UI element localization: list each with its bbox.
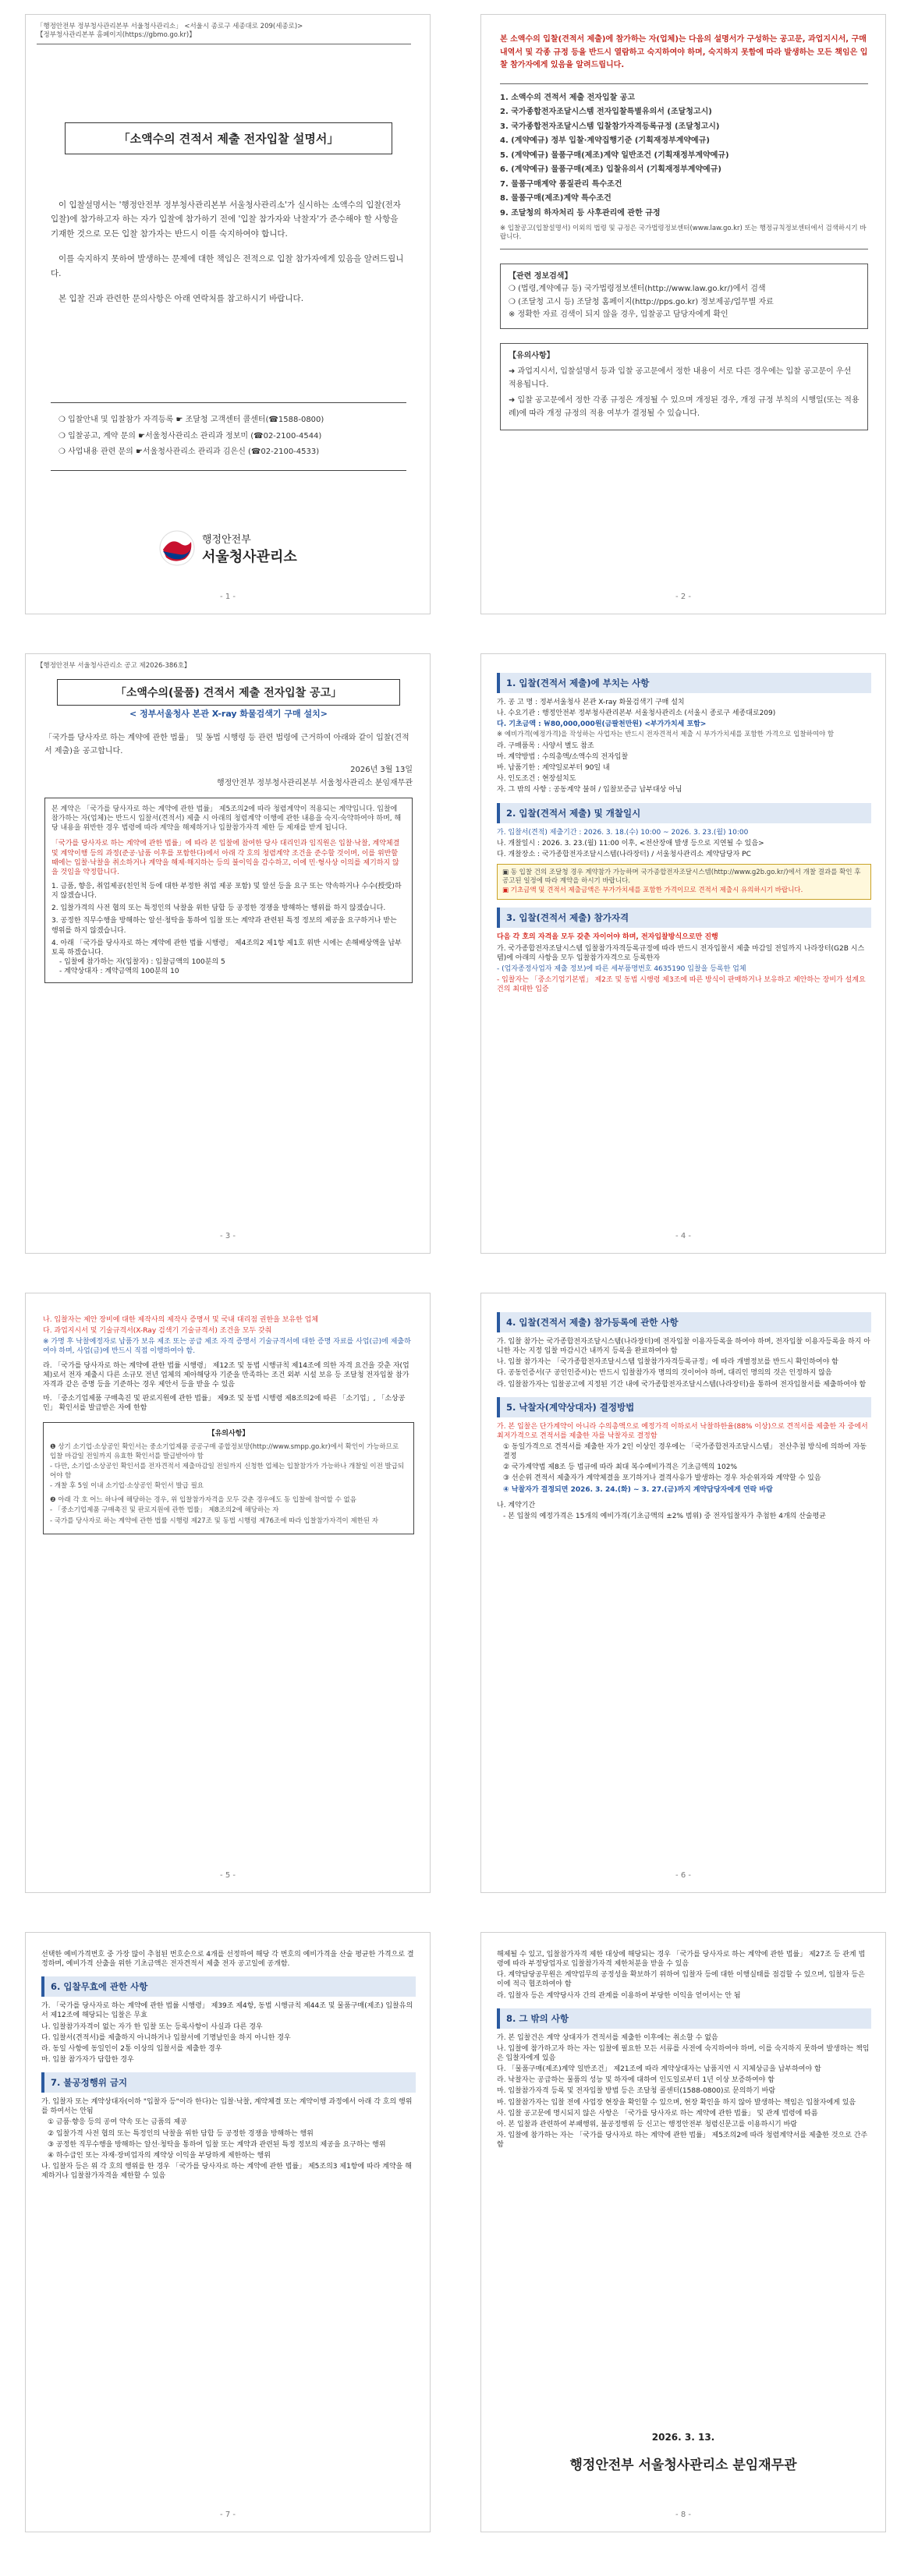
- section-heading: 5. 낙찰자(계약상대자) 결정방법: [497, 1397, 871, 1417]
- unfair-item: ② 입찰가격 사전 협의 또는 특정인의 낙찰을 위한 담합 등 공정한 경쟁을 방해하는 행위: [48, 2129, 314, 2138]
- penalty-bidder: - 입찰에 참가하는 자(입찰자) : 입찰금액의 100분의 5: [59, 957, 225, 966]
- caution-item: ➜ 입찰 공고문에서 정한 각종 규정은 개정될 수 있으며 개정된 경우, 개정 규정 부칙의 시행일(또는 적용례)에 따라 개정 규정의 적용 여부가 결정될 수 있습니다.: [509, 396, 860, 418]
- header-homepage: 【정부청사관리본부 홈페이지(https://gbmo.go.kr)】: [37, 31, 196, 40]
- notice-number: 【행정안전부 서울청사관리소 공고 제2026-386호】: [37, 662, 191, 670]
- page-number: - 8 -: [675, 2511, 691, 2519]
- bid-item: 라. 구매품목 : 사양서 별도 참조: [497, 741, 594, 750]
- caution-item: ➜ 과업지시서, 입찰설명서 등과 입찰 공고문에서 정한 내용이 서로 다른 경우에는 입찰 공고문이 우선 적용됩니다.: [509, 367, 852, 389]
- bid-item: 나. 수요기관 : 행정안전부 정부청사관리본부 서울청사관리소 (서울시 종로구 세종대로209): [497, 709, 776, 718]
- ministry-logo: [158, 529, 297, 567]
- award-item: ② 국가계약법 제8조 등 법규에 따라 최대 복수예비가격은 기초금액의 102%: [503, 1463, 738, 1472]
- award-item: ① 동일가격으로 견적서를 제출한 자가 2인 이상인 경우에는 「국가종합전자조달시스템」 전산추첨 방식에 의하여 자동 결정: [503, 1442, 867, 1461]
- section-heading: 6. 입찰무효에 관한 사항: [41, 1976, 416, 1997]
- invalid-item: 가. 「국가를 당사자로 하는 계약에 관한 법률 시행령」 제39조 제4항, 동법 시행규칙 제44조 및 물품구매(제조) 입찰유의서 제12조에 해당되는 입찰은 무효: [41, 2002, 413, 2020]
- other-item: 가. 본 입찰건은 계약 상대자가 견적서를 제출한 이후에는 취소할 수 없음: [497, 2033, 718, 2042]
- page5-body: [43, 1314, 414, 1534]
- reference-note: ※ 정확한 자료 검색이 되지 않을 경우, 입찰공고 담당자에게 확인: [509, 310, 728, 320]
- notice-box-title: 【유의사항】: [207, 1430, 250, 1438]
- document-item: 3. 국가종합전자조달시스템 입찰참가자격등록규정 (조달청고시): [500, 122, 720, 131]
- other-item: 다. 「물품구매(제조)계약 일반조건」 제21조에 따라 계약상대자는 납품지연 시 지체상금을 납부하여야 함: [497, 2065, 821, 2074]
- contact-project: ❍ 사업내용 관련 문의 ☛서울청사관리소 관리과 김은신 (☎02-2100-4533): [58, 448, 320, 456]
- page4-body: [497, 665, 871, 996]
- invalid-item: 나. 입찰참가자격이 없는 자가 한 입찰 또는 등록사항이 사실과 다른 경우: [41, 2022, 263, 2031]
- registration-item: 다. 공동인증서(구 공인인증서)는 반드시 입찰참가자 명의의 것이어야 하며, 대리인 명의의 것은 인정하지 않음: [497, 1369, 832, 1378]
- page-2: [480, 14, 886, 614]
- other-item: 아. 본 입찰과 관련하여 부패행위, 불공정행위 등 신고는 행정안전부 청렴신문고를 이용하시기 바람: [497, 2120, 797, 2128]
- unfair-item: ③ 공정한 직무수행을 방해하는 알선·청탁을 통하여 입찰 또는 계약과 관련된 특정 정보의 제공을 요구하는 행위: [48, 2140, 386, 2149]
- caution-box: [500, 343, 868, 431]
- qualification-item: - (업자종정사업자 제출 정보)에 따른 세부품명번호 4635190 입찰을 등록한 업체: [497, 964, 746, 973]
- reference-law[interactable]: ❍ (법령,계약예규 등) 국가법령정보센터(http://www.law.go.kr/)에서 검색: [509, 285, 766, 294]
- notice-date: 2026년 3월 13일: [350, 766, 413, 774]
- integrity-rule: 2. 입찰가격의 사전 협의 또는 특정인의 낙찰을 위한 담합 등 공정한 경쟁을 방해하는 행위를 하지 않겠습니다.: [51, 904, 386, 913]
- other-item: 라. 낙찰자는 공급하는 물품의 성능 및 하자에 대하여 인도일로부터 1년 이상 보증하여야 함: [497, 2076, 775, 2085]
- bid-item: 자. 그 밖의 사항 : 공동계약 불허 / 입찰보증금 납부대상 아님: [497, 786, 682, 794]
- notice-item: - 「중소기업제품 구매촉진 및 판로지원에 관한 법률」 제8조의2에 해당하는 자: [50, 1506, 279, 1515]
- unfair-item: ④ 하수급인 또는 자재·장비업자의 계약상 이익을 부당하게 제한하는 행위: [48, 2151, 271, 2160]
- logo-line-1: 행정안전부: [202, 533, 251, 546]
- page7-body: [41, 1948, 416, 2182]
- qualification-item: - 입찰자는 「중소기업기본법」 제2조 및 동법 시행령 제3조에 따른 방식이 판매하거나 보유하고 제안하는 장비가 설계요건의 최대한 입증: [497, 975, 866, 994]
- page1-header: [37, 23, 411, 44]
- award-item: - 본 입찰의 예정가격은 15개의 예비가격(기초금액의 ±2% 범위) 중 전자입찰자가 추첨한 4개의 산술평균: [503, 1512, 826, 1520]
- intro-text: [51, 198, 406, 306]
- integrity-pledge: 「국가를 당사자로 하는 계약에 관한 법률」에 따라 본 입찰에 참여한 당사 대리인과 임직원은 입찰·낙찰, 계약체결 및 계약이행 등의 과정(준공·납품 이후를 포함한다)에서 아래 각 호의 청렴계약 조건을 준수할 것이며, 이를 위반할 때에는 입찰·낙찰을 취소하거나 계약을 해제·해지하는 등의 불이익을 감수하고, 이에 민·형사상 이의를 제기하지 않을 것임을 약정합니다.: [51, 840, 400, 876]
- government-emblem-icon: [158, 529, 196, 567]
- page6-body: [497, 1304, 871, 1523]
- award-item: ③ 선순위 견적서 제출자가 계약체결을 포기하거나 결격사유가 발생하는 경우 차순위자와 계약할 수 있음: [503, 1474, 821, 1483]
- price-note: ※ 예비가격(예정가격)을 작성하는 사업자는 반드시 전자견적서 제출 시 부가가치세를 포함한 가격으로 입찰하여야 함: [497, 731, 835, 739]
- qualification-head: 다음 각 호의 자격을 모두 갖춘 자이어야 하며, 전자입찰방식으로만 진행: [497, 933, 718, 942]
- notice-intro: 본 소액수의 입찰(견적서 제출)에 참가하는 자(업체)는 다음의 설명서가 구성하는 공고문, 과업지시서, 구매내역서 및 각종 규정 등을 반드시 열람하고 숙지하여야 하며, 숙지하지 못함에 따라 발생하는 모든 책임은 입찰 참가자에게 있음을 알려드립니다.: [500, 35, 868, 69]
- integrity-intro: 본 계약은 「국가를 당사자로 하는 계약에 관한 법률」 제5조의2에 따라 청렴계약이 적용되는 계약입니다. 입찰에 참가하는 자(업체)는 반드시 입찰서(견적서) 제출 시 아래의 청렴계약 이행에 관한 내용을 숙지·숙약하여야 하며, 해당 내용을 위반한 경우 법령에 따라 계약을 해제하거나 입찰참가자격 제한 등 제재를 받게 됩니다.: [51, 805, 402, 833]
- unfair-item: 해제될 수 있고, 입찰참가자격 제한 대상에 해당되는 경우 「국가를 당사자로 하는 계약에 관한 법률」 제27조 등 관계 법령에 따라 부정당업자로 입찰참가자격 제한처분을 받을 수 있음: [497, 1951, 866, 1969]
- page-number: - 1 -: [220, 593, 236, 601]
- notice-issuer: 행정안전부 정부청사관리본부 서울청사관리소 분임재무관: [216, 778, 413, 787]
- notice-box: [43, 1422, 414, 1534]
- bid-item: 바. 납품기한 : 계약일로부터 90일 내: [497, 764, 610, 773]
- registration-item: 가. 입찰 참가는 국가종합전자조달시스템(나라장터)에 전자입찰 이용자등록을 하여야 하며, 전자입찰 이용자등록을 하지 아니한 자는 지정 입찰 마감시간 내까지 등록을 완료하여야 함: [497, 1338, 870, 1356]
- document-item: 2. 국가종합전자조달시스템 전자입찰특별유의서 (조달청고시): [500, 108, 712, 116]
- bid-item: 가. 공 고 명 : 정부서울청사 본관 X-ray 화물검색기 구매 설치: [497, 699, 685, 706]
- opening-place: 다. 개찰장소 : 국가종합전자조달시스템(나라장터) / 서울청사관리소 계약담당자 PC: [497, 850, 751, 858]
- award-item: ④ 낙찰자가 결정되면 2026. 3. 24.(화) ~ 3. 27.(금)까지 계약담당자에게 연락 바람: [503, 1485, 773, 1494]
- award-item: 나. 계약기간: [497, 1501, 536, 1509]
- vat-notice: ▣ 기초금액 및 견적서 제출금액은 부가가치세를 포함한 가격이므로 견적서 제출시 유의하시기 바랍니다.: [502, 886, 803, 894]
- qualification-item: 다. 과업지시서 및 기술규격서(X-Ray 검색기 기술규격서) 조건을 모두 갖춰: [43, 1327, 272, 1336]
- document-item: 7. 물품구매계약 품질관리 특수조건: [500, 179, 622, 189]
- page8-body: [497, 1948, 871, 2151]
- notice-item: ❷ 아래 각 호 어느 하나에 해당하는 경우, 위 입찰참가자격을 모두 갖춘 경우에도 동 입찰에 참여할 수 없음: [50, 1495, 356, 1504]
- integrity-box: [44, 798, 413, 983]
- other-item: 자. 입찰에 참가하는 자는 「국가를 당사자로 하는 계약에 관한 법률」 제5조의2에 따라 청렴계약서를 제출한 것으로 간주함: [497, 2131, 868, 2150]
- integrity-rule: 4. 아래 「국가를 당사자로 하는 계약에 관한 법률 시행령」 제4조의2 제1항 제1호 위반 시에는 손해배상액을 납부토록 하겠습니다.: [51, 939, 402, 957]
- header-org: 「행정안전부 정부청사관리본부 서울청사관리소」 <서울시 종로구 세종대로 209(세종로)>: [37, 23, 303, 30]
- law-note: ※ 입찰공고(입찰설명서) 이외의 법령 및 규정은 국가법령정보센터(www.law.go.kr) 또는 행정규칙정보센터에서 검색하시기 바랍니다.: [500, 225, 867, 242]
- document-item: 1. 소액수의 견적서 제출 전자입찰 공고: [500, 93, 636, 102]
- intro-paragraph: 이 입찰설명서는 '행정안전부 정부청사관리본부 서울청사관리소'가 실시하는 소액수의 입찰(전자입찰)에 참가하고자 하는 자가 입찰에 참가하기 전에 '입찰 참가자와 낙찰자'가 준수해야 할 사항을 기재한 것으로 모든 입찰 참가자는 반드시 이를 숙지하여야 합니다.: [51, 200, 401, 239]
- qualification-item: 마. 「중소기업제품 구매촉진 및 판로지원에 관한 법률」 제9조 및 동법 시행령 제8조의2에 따른 「소기업」, 「소상공인」 확인서를 발급받은 자에 한함: [43, 1394, 406, 1413]
- section-heading: 2. 입찰(견적서 제출) 및 개찰일시: [497, 803, 871, 823]
- qualification-item: 가. 국가종합전자조달시스템 입찰참가자격등록규정에 따라 반드시 전자입찰서 제출 마감일 전일까지 나라장터(G2B 시스템)에 아래의 사항을 모두 입찰참가자격으로 등록한자: [497, 944, 865, 962]
- page3-body: [44, 732, 413, 983]
- notice-item: - 개찰 후 5일 이내 소기업·소상공인 확인서 발급 필요: [50, 1482, 204, 1491]
- other-item: 바. 입찰참가자는 입찰 전에 사업장 현장을 확인할 수 있으며, 현장 확인을 하지 않아 발생하는 책임은 입찰자에게 있음: [497, 2098, 856, 2107]
- page-5: [25, 1293, 431, 1893]
- page-number: - 6 -: [675, 1871, 691, 1880]
- section-heading: 8. 그 밖의 사항: [497, 2008, 871, 2029]
- qualification-item: 라. 「국가를 당사자로 하는 계약에 관한 법률 시행령」 제12조 및 동법 시행규칙 제14조에 의한 자격 요건을 갖춘 자(업체)로서 전자 제출시 다른 소규모 전년 업체의 제아해당자 기준을 만족하는 조건 외부 시설 보유 등 조달청 전자입찰 참가 자격과 같은 증명 등을 기준하는 경우 제안서 등을 받을 수 있음: [43, 1361, 409, 1389]
- page-number: - 4 -: [675, 1232, 691, 1240]
- opening-time: 나. 개찰일시 : 2026. 3. 23.(월) 11:00 이후, <전산장애 발생 등으로 지연될 수 있음>: [497, 839, 764, 847]
- page-number: - 3 -: [220, 1232, 236, 1240]
- bid-item: 사. 인도조건 : 현장설치도: [497, 775, 576, 784]
- invalid-item: 마. 입찰 참가자가 담합한 경우: [41, 2055, 134, 2064]
- section-heading: 3. 입찰(견적서 제출) 참가자격: [497, 908, 871, 928]
- inquiry-paragraph: 본 입찰 건과 관련한 문의사항은 아래 연락처를 참고하시기 바랍니다.: [58, 293, 304, 303]
- reference-pps[interactable]: ❍ (조달청 고시 등) 조달청 홈페이지(http://pps.go.kr) 정보제공/업무별 자료: [509, 297, 774, 306]
- base-price: 다. 기초금액 : ￦80,000,000원(금팔천만원) <부가가치세 포함>: [497, 720, 707, 729]
- section-heading: 1. 입찰(견적서 제출)에 부치는 사항: [497, 673, 871, 693]
- logo-line-2: 서울청사관리소: [202, 548, 297, 565]
- other-item: 나. 입찰에 참가하고자 하는 자는 입찰에 필요한 모든 서류를 사전에 숙지하여야 하며, 이를 숙지하지 못하여 발생하는 책임은 입찰자에게 있음: [497, 2044, 870, 2062]
- opening-notice-box: [497, 864, 871, 900]
- contact-bid-guide: ❍ 입찰안내 및 입찰참가 자격등록 ☛ 조달청 고객센터 콜센터(☎1588-0800): [58, 416, 324, 424]
- page-1: [25, 14, 431, 614]
- notice-title: 「소액수의(물품) 견적서 제출 전자입찰 공고」: [57, 679, 400, 706]
- caution-title: 【유의사항】: [509, 351, 555, 360]
- page2-body: [500, 34, 868, 430]
- page-number: - 5 -: [220, 1871, 236, 1880]
- page-title: 「소액수의 견적서 제출 전자입찰 설명서」: [65, 122, 392, 154]
- unfair-item: 다. 계약담당공무원은 계약업무의 공정성을 확보하기 위하여 입찰자 등에 대한 이행실태를 점검할 수 있으며, 입찰자 등은 이에 적극 협조하여야 함: [497, 1971, 865, 1989]
- document-item: 9. 조달청의 하자처리 등 사후관리에 관한 규정: [500, 208, 661, 218]
- page-6: [480, 1293, 886, 1893]
- document-item: 6. (계약예규) 물품구매(제조) 입찰유의서 (기획재정부계약예규): [500, 165, 721, 174]
- registration-item: 나. 입찰 참가자는 「국가종합전자조달시스템 입찰참가자격등록규정」에 따라 개별정보를 반드시 확인하여야 함: [497, 1358, 838, 1367]
- bid-item: 마. 계약방법 : 수의총액/소액수의 전자입찰: [497, 753, 629, 762]
- reference-box: [500, 264, 868, 329]
- notice-subtitle: < 정부서울청사 본관 X-ray 화물검색기 구매 설치>: [129, 709, 328, 719]
- penalty-contractor: - 계약상대자 : 계약금액의 100분의 10: [59, 968, 179, 976]
- notice-item: - 국가를 당사자로 하는 계약에 관한 법률 시행령 제27조 및 동법 시행령 제76조에 따라 입찰참가자격이 제한된 자: [50, 1516, 379, 1525]
- section-heading: 4. 입찰(견적서 제출) 참가등록에 관한 사항: [497, 1312, 871, 1332]
- section-heading: 7. 불공정행위 금지: [41, 2072, 416, 2093]
- unfair-item: 라. 입찰자 등은 계약당사자 간의 관계를 이용하여 부당한 이익을 얻어서는 안 됨: [497, 1991, 741, 2000]
- integrity-rule: 3. 공정한 직무수행을 방해하는 알선·청탁을 통하여 입찰 또는 계약과 관련된 특정 정보의 제공을 요구하거나 받는 행위를 하지 않겠습니다.: [51, 917, 397, 935]
- closing-date: 2026. 3. 13.: [651, 2432, 715, 2443]
- page-number: - 7 -: [220, 2511, 236, 2519]
- closing-issuer: 행정안전부 서울청사관리소 분임재무관: [569, 2457, 797, 2473]
- document-item: 4. (계약예규) 정부 입찰·계약집행기준 (기획재정부계약예규): [500, 136, 710, 145]
- unfair-item: 가. 입찰자 또는 계약상대자(이하 "입찰자 등"이라 한다)는 입찰·낙찰, 계약체결 또는 계약이행 과정에서 아래 각 호의 행위를 하여서는 안됨: [41, 2098, 413, 2116]
- unfair-item: ① 금품·향응 등의 공여 약속 또는 금품의 제공: [48, 2118, 187, 2127]
- other-item: 마. 입찰참가자격 등록 및 전자입찰 방법 등은 조달청 콜센터(1588-0800)로 문의하기 바람: [497, 2087, 776, 2096]
- qualification-item: 나. 입찰자는 제안 장비에 대한 제작사의 제작사 증명서 및 국내 대리점 권한을 보유한 업체: [43, 1316, 319, 1324]
- page-number: - 2 -: [675, 593, 691, 601]
- qualification-note: ※ 가명 후 낙찰예정자로 납품가 보유 제조 또는 공급 제조 자격 증명서 기술규격서에 대한 증명 자료를 사업(금)에 제출하여야 하며, 사업(금)에 반드시 직접 이행하여야 함.: [43, 1338, 411, 1356]
- notice-item: - 다만, 소기업·소상공인 확인서를 전자견적서 제출마감일 전일까지 신청한 업체는 입찰참가가 가능하나 개찰일 이전 발급되어야 함: [50, 1463, 405, 1480]
- reference-title: 【관련 정보검색】: [509, 271, 572, 281]
- pricing-text: 선택한 예비가격번호 중 가장 많이 추첨된 번호순으로 4개를 선정하여 해당 각 번호의 예비가격을 산술 평균한 가격으로 결정하며, 예비가격 산출을 위한 기초금액은 전자견적서 제출 전자 공고일에 공개함.: [41, 1951, 414, 1969]
- page-3: [25, 653, 431, 1254]
- contact-box: [51, 402, 406, 471]
- award-item: 가. 본 입찰은 단가계약이 아니라 수의총액으로 예정가격 이하로서 낙찰하한율(88% 이상)으로 견적서를 제출한 자 중에서 최저가격으로 견적서를 제출한 자를 낙찰자로 결정함: [497, 1422, 868, 1440]
- integrity-rule: 1. 금품, 향응, 취업제공(친인척 등에 대한 부정한 취업 제공 포함) 및 알선 등을 요구 또는 약속하거나 수수(授受)하지 않겠습니다.: [51, 882, 402, 901]
- invalid-item: 다. 입찰서(견적서)를 제출하지 아니하거나 입찰서에 기명날인을 하지 아니한 경우: [41, 2033, 291, 2042]
- submit-period: 가. 입찰서(견적) 제출기간 : 2026. 3. 18.(수) 10:00 ~ 2026. 3. 23.(월) 10:00: [497, 828, 749, 837]
- page-7: [25, 1932, 431, 2532]
- notice-intro: 「국가를 당사자로 하는 계약에 관한 법률」 및 동법 시행령 등 관련 법령에 근거하여 아래와 같이 입찰(견적서 제출)을 공고합니다.: [44, 734, 409, 755]
- invalid-item: 라. 동일 사항에 동일인이 2통 이상의 입찰서를 제출한 경우: [41, 2044, 222, 2053]
- registration-item: 라. 입찰참가자는 입찰공고에 지정된 기간 내에 국가종합전자조달시스템(나라장터)을 통하여 전자입찰서를 제출하여야 함: [497, 1380, 867, 1389]
- other-item: 사. 입찰 공고문에 명시되지 않은 사항은 「국가를 당사자로 하는 계약에 관한 법률」 및 관계 법령에 따름: [497, 2109, 818, 2118]
- document-item: 5. (계약예규) 물품구매(제조)계약 일반조건 (기획재정부계약예규): [500, 150, 729, 160]
- page-8: [480, 1932, 886, 2532]
- notice-item: ❶ 상기 소기업·소상공인 확인서는 중소기업제품 공공구매 종합정보망(http://www.smpp.go.kr)에서 확인이 가능하므로 입찰 마감일 전일까지 유효한 확인서를 발급받아야 함: [50, 1443, 399, 1460]
- document-list: [500, 83, 868, 249]
- page-4: [480, 653, 886, 1254]
- document-item: 8. 물품구매(제조)계약 특수조건: [500, 194, 611, 203]
- contact-contract: ❍ 입찰공고, 계약 문의 ☛서울청사관리소 관리과 정보미 (☎02-2100-4544): [58, 431, 322, 441]
- responsibility-paragraph: 이를 숙지하지 못하여 발생하는 문제에 대한 책임은 전적으로 입찰 참가자에게 있음을 알려드립니다.: [51, 254, 404, 278]
- unfair-item: 나. 입찰자 등은 위 각 호의 행위를 한 경우 「국가를 당사자로 하는 계약에 관한 법률」 제5조의3 제1항에 따라 계약을 해제하거나 입찰참가자격을 제한할 수 있음: [41, 2162, 412, 2181]
- opening-notice: ▣ 동 입찰 건의 조달청 경우 계약참가 가능하며 국가종합전자조달시스템(http://www.g2b.go.kr/)에서 개찰 결과를 확인 후 공고된 일정에 따라 계약을 하시기 바랍니다.: [502, 869, 861, 886]
